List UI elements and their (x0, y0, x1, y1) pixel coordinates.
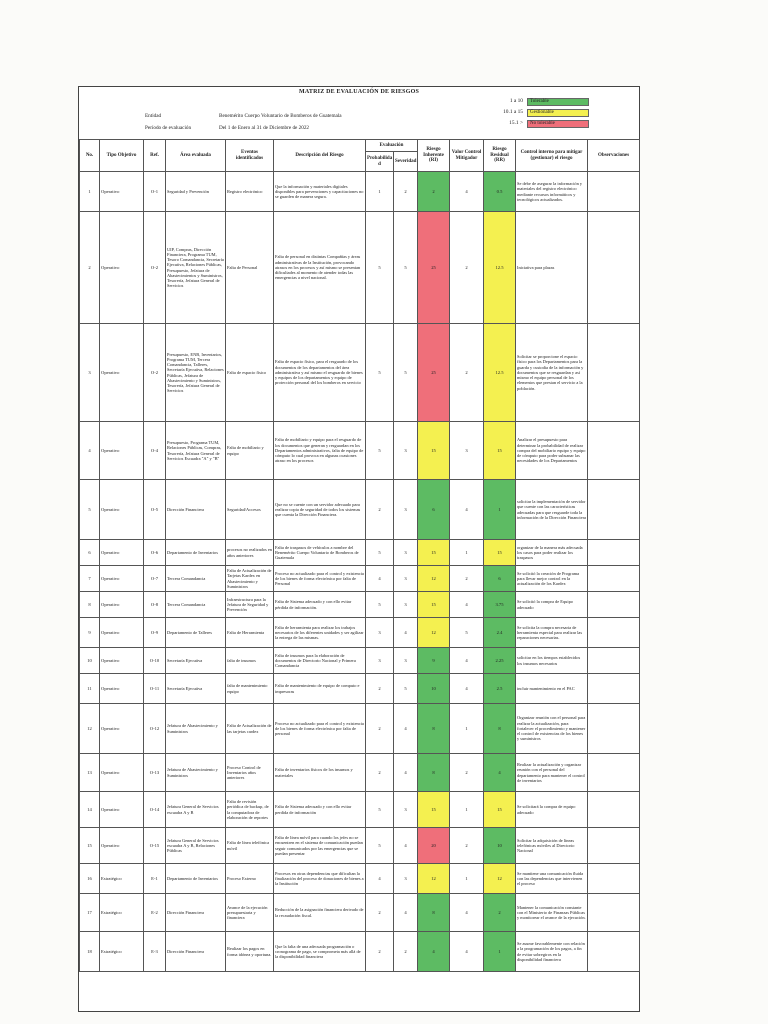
ref-code-cell: O-4 (144, 422, 166, 480)
control-interno-cell: Solicitar se proporcione el espacio físico para los Departamentos para la guarda y custodia de la información y documentos que se resguardan y así mismo el equipo personal de los elementos que prestan el servicio a la población. (516, 324, 588, 422)
risk-description-cell: Falta de Sistema adecuado y con ello evitar perdida de información (274, 792, 366, 828)
riesgo-inherente-cell: 8 (418, 704, 450, 754)
area-evaluada-cell: Jefatura de Abastecimiento y Suministros (166, 704, 226, 754)
valor-control-mitigador-cell: 1 (450, 864, 484, 894)
area-evaluada-cell: Departamento de Inventarios (166, 864, 226, 894)
ref-code-cell: O-13 (144, 754, 166, 792)
riesgo-inherente-cell: 4 (418, 932, 450, 972)
control-interno-cell: Solicitar la adquisición de líneas telefónicas móviles al Directorio Nacional (516, 828, 588, 864)
riesgo-inherente-cell: 15 (418, 592, 450, 618)
riesgo-residual-cell: 2 (484, 894, 516, 932)
header-area: Área evaluada (166, 140, 226, 172)
row-number-cell: 15 (80, 828, 100, 864)
control-interno-cell: organizar de la manera más adecuada los casos para poder realizar los traspasos (516, 540, 588, 566)
row-number-cell: 3 (80, 324, 100, 422)
legend-range: 15.1 > (509, 120, 523, 126)
observaciones-cell (588, 172, 640, 212)
observaciones-cell (588, 422, 640, 480)
tipo-objetivo-cell: Operativo (100, 172, 144, 212)
control-interno-cell: Realizar la actualización y organizar reunión con el personal del departamento para mantener el control de inventarios (516, 754, 588, 792)
header-ri: Riesgo Inherente (RI) (418, 140, 450, 172)
severidad-cell: 3 (394, 648, 418, 674)
eventos-identificados-cell: Infraestructura para la Jefatura de Seguridad y Prevención (226, 592, 274, 618)
valor-control-mitigador-cell: 2 (450, 754, 484, 792)
entity-value: Benemérito Cuerpo Voluntario de Bomberos de Guatemala (219, 113, 342, 119)
riesgo-inherente-cell: 9 (418, 648, 450, 674)
severidad-cell: 4 (394, 754, 418, 792)
period-value: Del 1 de Enero al 31 de Diciembre de 2022 (219, 125, 310, 131)
legend-label: Tolerable (527, 98, 589, 106)
risk-table (79, 139, 640, 972)
eventos-identificados-cell: Falta de mobiliario y equipo (226, 422, 274, 480)
row-number-cell: 14 (80, 792, 100, 828)
riesgo-residual-cell: 6 (484, 566, 516, 592)
tipo-objetivo-cell: Operativo (100, 828, 144, 864)
tipo-objetivo-cell: Operativo (100, 704, 144, 754)
riesgo-inherente-cell: 15 (418, 540, 450, 566)
area-evaluada-cell: Jefatura de Abastecimiento y Suministros (166, 754, 226, 792)
probabilidad-cell: 3 (366, 648, 394, 674)
riesgo-inherente-cell: 20 (418, 828, 450, 864)
header-no: No. (80, 140, 100, 172)
valor-control-mitigador-cell: 4 (450, 894, 484, 932)
severidad-cell: 3 (394, 422, 418, 480)
riesgo-residual-cell: 15 (484, 792, 516, 828)
severidad-cell: 3 (394, 592, 418, 618)
tipo-objetivo-cell: Operativo (100, 566, 144, 592)
observaciones-cell (588, 828, 640, 864)
tipo-objetivo-cell: Operativo (100, 792, 144, 828)
control-interno-cell: Se solicita la compra necesaria de herramienta especial para realizar las reparaciones necesarias. (516, 618, 588, 648)
observaciones-cell (588, 480, 640, 540)
legend-label: No tolerable (527, 120, 589, 128)
riesgo-residual-cell: 12.5 (484, 212, 516, 324)
row-number-cell: 4 (80, 422, 100, 480)
severidad-cell: 5 (394, 674, 418, 704)
valor-control-mitigador-cell: 5 (450, 618, 484, 648)
table-row (80, 212, 640, 324)
probabilidad-cell: 2 (366, 754, 394, 792)
risk-description-cell: Reducción de la asignación financiera derivado de la recaudación fiscal. (274, 894, 366, 932)
eventos-identificados-cell: Realizar los pagos en forma idónea y oportuna. (226, 932, 274, 972)
valor-control-mitigador-cell: 2 (450, 828, 484, 864)
risk-description-cell: Proceso no actualizado para el control y existencia de los bienes de forma electrónica por falta de personal (274, 704, 366, 754)
riesgo-inherente-cell: 25 (418, 324, 450, 422)
eventos-identificados-cell: Falta de Actualización de las tarjetas cardex (226, 704, 274, 754)
riesgo-inherente-cell: 12 (418, 618, 450, 648)
header-probabilidad: Probabilida d (366, 152, 394, 172)
riesgo-inherente-cell: 8 (418, 894, 450, 932)
tipo-objetivo-cell: Estratégico (100, 864, 144, 894)
table-row (80, 894, 640, 932)
control-interno-cell: Se solicitó la creación de Programa para llevar mejor control en la actualización de los Kardex (516, 566, 588, 592)
table-row (80, 540, 640, 566)
severidad-cell: 2 (394, 172, 418, 212)
table-row (80, 674, 640, 704)
severidad-cell: 3 (394, 864, 418, 894)
observaciones-cell (588, 864, 640, 894)
control-interno-cell: Se asume favorablemente con relación a la programación de los pagos, a fin de evitar sobregiros en la disponibilidad financiera (516, 932, 588, 972)
valor-control-mitigador-cell: 4 (450, 592, 484, 618)
area-evaluada-cell: Seguridad y Prevención (166, 172, 226, 212)
table-row (80, 704, 640, 754)
row-number-cell: 8 (80, 592, 100, 618)
observaciones-cell (588, 540, 640, 566)
row-number-cell: 17 (80, 894, 100, 932)
observaciones-cell (588, 932, 640, 972)
tipo-objetivo-cell: Operativo (100, 648, 144, 674)
riesgo-residual-cell: 3.75 (484, 592, 516, 618)
riesgo-residual-cell: 0.5 (484, 172, 516, 212)
row-number-cell: 11 (80, 674, 100, 704)
probabilidad-cell: 2 (366, 674, 394, 704)
ref-code-cell: O-5 (144, 480, 166, 540)
valor-control-mitigador-cell: 1 (450, 704, 484, 754)
observaciones-cell (588, 618, 640, 648)
row-number-cell: 9 (80, 618, 100, 648)
control-interno-cell: solicitar la implementación de servidor que cuente con las características adecuadas para que resguarde toda la información de la Dirección Financiera (516, 480, 588, 540)
tipo-objetivo-cell: Operativo (100, 324, 144, 422)
severidad-cell: 5 (394, 324, 418, 422)
row-number-cell: 2 (80, 212, 100, 324)
table-row (80, 864, 640, 894)
ref-code-cell: O-7 (144, 566, 166, 592)
area-evaluada-cell: Jefatura General de Servicios escuadra A y B (166, 792, 226, 828)
risk-description-cell: Que no se cuente con un servidor adecuado para realizar copia de seguridad de todos los sistemas que cuenta la Dirección Financiera. (274, 480, 366, 540)
ref-code-cell: O-8 (144, 592, 166, 618)
probabilidad-cell: 5 (366, 212, 394, 324)
area-evaluada-cell: Tercera Comandancia (166, 592, 226, 618)
header-severidad: Severidad (394, 152, 418, 172)
row-number-cell: 1 (80, 172, 100, 212)
probabilidad-cell: 2 (366, 704, 394, 754)
risk-description-cell: Que la información y materiales digitales disponibles para prevenciones y capacitaciones no se guarden de manera segura. (274, 172, 366, 212)
table-row (80, 792, 640, 828)
riesgo-residual-cell: 4 (484, 754, 516, 792)
tipo-objetivo-cell: Operativo (100, 618, 144, 648)
tipo-objetivo-cell: Operativo (100, 754, 144, 792)
control-interno-cell: Se mantiene una comunicación fluida con las dependencias que intervienen el proceso (516, 864, 588, 894)
table-row (80, 324, 640, 422)
observaciones-cell (588, 592, 640, 618)
tipo-objetivo-cell: Operativo (100, 212, 144, 324)
table-row (80, 618, 640, 648)
row-number-cell: 16 (80, 864, 100, 894)
riesgo-inherente-cell: 10 (418, 674, 450, 704)
risk-description-cell: Falta de mobiliario y equipo para el resguardo de los documentos que generan y resguardan en los Departamentos administrativos, falta de equipo de cómputo lo cual provoca en algunas ocasiones atraso en los procesos (274, 422, 366, 480)
probabilidad-cell: 2 (366, 932, 394, 972)
severidad-cell: 4 (394, 828, 418, 864)
row-number-cell: 5 (80, 480, 100, 540)
eventos-identificados-cell: falta de insumos (226, 648, 274, 674)
riesgo-residual-cell: 2.5 (484, 674, 516, 704)
valor-control-mitigador-cell: 4 (450, 674, 484, 704)
row-number-cell: 13 (80, 754, 100, 792)
risk-description-cell: Falta de inventarios físicos de los insumos y materiales (274, 754, 366, 792)
probabilidad-cell: 5 (366, 792, 394, 828)
riesgo-residual-cell: 2.4 (484, 618, 516, 648)
control-interno-cell: Se solicitó la compra de Equipo adecuado (516, 592, 588, 618)
area-evaluada-cell: Jefatura General de Servicios escuadra A y B, Relaciones Públicas (166, 828, 226, 864)
risk-description-cell: Falta de mantenimiento de equipo de computo e impresoras (274, 674, 366, 704)
area-evaluada-cell: UIP, Compras, Dirección Financiera, Programa TUM, Tesoro Comandancia, Secretaría Ejecutiva, Relaciones Públicas, Presupuesto, Jefatura de Abastecimientos y Suministros, Tesorería, Jefatura General de Servicios (166, 212, 226, 324)
area-evaluada-cell: Presupuesto, ENB, Inventarios, Programa TUM, Tercera Comandancia, Talleres, Secretaría Ejecutiva, Relaciones Públicas, Jefatura de Abastecimiento y Suministros, Tesorería, Jefatura General de Servicios (166, 324, 226, 422)
ref-code-cell: O-12 (144, 704, 166, 754)
severidad-cell: 5 (394, 212, 418, 324)
riesgo-inherente-cell: 15 (418, 422, 450, 480)
risk-description-cell: Falta de espacio físico, para el resguardo de los documentos de los departamentos del área administrativa y así mismo el resguardo de bienes y equipos de los departamentos y equipo de protección personal del los bomberos en servicio (274, 324, 366, 422)
observaciones-cell (588, 648, 640, 674)
eventos-identificados-cell: Falta de Herramienta (226, 618, 274, 648)
probabilidad-cell: 5 (366, 324, 394, 422)
riesgo-inherente-cell: 15 (418, 792, 450, 828)
severidad-cell: 3 (394, 566, 418, 592)
entity-label: Entidad (145, 113, 162, 119)
riesgo-inherente-cell: 12 (418, 864, 450, 894)
header-evaluacion: Evaluación (366, 140, 418, 152)
row-number-cell: 10 (80, 648, 100, 674)
eventos-identificados-cell: Falta de revisión periódica de backup, de la computadora de elaboración de reportes (226, 792, 274, 828)
risk-description-cell: Falta de herramienta para realizar los trabajos necesarios de los diferentes unidades y ser agilizar la entrega de las mismas. (274, 618, 366, 648)
ref-code-cell: O-11 (144, 674, 166, 704)
probabilidad-cell: 2 (366, 894, 394, 932)
severidad-cell: 2 (394, 932, 418, 972)
header-eventos: Eventos identificados (226, 140, 274, 172)
ref-code-cell: O-9 (144, 618, 166, 648)
probabilidad-cell: 5 (366, 592, 394, 618)
header-ref: Ref. (144, 140, 166, 172)
ref-code-cell: E-1 (144, 864, 166, 894)
severidad-cell: 3 (394, 540, 418, 566)
risk-description-cell: Falta de línea móvil para cuando los jefes no se encuentren en el sistema de comunicación puedan seguir comunicados por las emergencias que se puedan presentar (274, 828, 366, 864)
severidad-cell: 4 (394, 894, 418, 932)
severidad-cell: 3 (394, 792, 418, 828)
eventos-identificados-cell: procesos no realizados en años anteriores (226, 540, 274, 566)
probabilidad-cell: 3 (366, 618, 394, 648)
header-rr: Riesgo Residual (RR) (484, 140, 516, 172)
ref-code-cell: O-2 (144, 212, 166, 324)
probabilidad-cell: 2 (366, 480, 394, 540)
probabilidad-cell: 5 (366, 422, 394, 480)
valor-control-mitigador-cell: 3 (450, 422, 484, 480)
riesgo-residual-cell: 2.25 (484, 648, 516, 674)
observaciones-cell (588, 894, 640, 932)
eventos-identificados-cell: Falta de Actualización de Tarjetas Kardex en Abastecimiento y Suministros (226, 566, 274, 592)
valor-control-mitigador-cell: 2 (450, 212, 484, 324)
area-evaluada-cell: Departamento de Inventarios (166, 540, 226, 566)
valor-control-mitigador-cell: 1 (450, 540, 484, 566)
header-vcm: Valor Control Mitigador (450, 140, 484, 172)
eventos-identificados-cell: Registro electrónico (226, 172, 274, 212)
eventos-identificados-cell: Falta de Personal (226, 212, 274, 324)
header-observaciones: Observaciones (588, 140, 640, 172)
tipo-objetivo-cell: Operativo (100, 422, 144, 480)
valor-control-mitigador-cell: 2 (450, 566, 484, 592)
riesgo-residual-cell: 1 (484, 932, 516, 972)
period-label: Período de evaluación (145, 125, 192, 131)
ref-code-cell: O-2 (144, 324, 166, 422)
tipo-objetivo-cell: Estratégico (100, 894, 144, 932)
table-row (80, 932, 640, 972)
table-row (80, 566, 640, 592)
risk-description-cell: Procesos en otras dependencias que dificultan la finalización del proceso de donaciones de bienes a la Institución (274, 864, 366, 894)
ref-code-cell: O-1 (144, 172, 166, 212)
risk-description-cell: Que la falta de una adecuada programación o cronograma de pago, se comprometa más allá de la disponibilidad financiera (274, 932, 366, 972)
risk-table-body (80, 172, 640, 972)
eventos-identificados-cell: Seguridad/Accesos (226, 480, 274, 540)
control-interno-cell: Organizar reunión con el personal para realizar la actualización, para fortalecer el procedimiento y mantener el control de existencias de los bienes y suministros (516, 704, 588, 754)
control-interno-cell: incluir mantenimiento en el PAC (516, 674, 588, 704)
control-interno-cell: Mantener la comunicación constante con el Ministerio de Finanzas Públicas y monitorear el avance de la ejecución. (516, 894, 588, 932)
eventos-identificados-cell: Proceso Control de Inventarios años anteriores (226, 754, 274, 792)
table-row (80, 480, 640, 540)
ref-code-cell: O-14 (144, 792, 166, 828)
control-interno-cell: solicitar en los tiempos establecidos los insumos necesarios (516, 648, 588, 674)
table-row (80, 754, 640, 792)
probabilidad-cell: 5 (366, 540, 394, 566)
tipo-objetivo-cell: Estratégico (100, 932, 144, 972)
area-evaluada-cell: Secretaría Ejecutiva (166, 674, 226, 704)
risk-description-cell: Falta de traspasos de vehículos a nombre del Benemérito Cuerpo Voluntario de Bomberos de Guatemala (274, 540, 366, 566)
control-interno-cell: Analizar el presupuesto para determinar la probabilidad de realizar compra del mobiliario equipo y equipo de cómputo para poder subsanar las necesidades de los Departamentos (516, 422, 588, 480)
control-interno-cell: Iniciativa para plazas (516, 212, 588, 324)
tipo-objetivo-cell: Operativo (100, 540, 144, 566)
legend-range: 1 a 10 (509, 98, 523, 104)
risk-description-cell: Falta de insumos para la elaboración de documentos de Directorio Nacional y Primera Comandancia (274, 648, 366, 674)
risk-matrix-sheet (78, 86, 640, 1012)
riesgo-residual-cell: 15 (484, 422, 516, 480)
observaciones-cell (588, 792, 640, 828)
eventos-identificados-cell: falta de mantenimiento equipo (226, 674, 274, 704)
tipo-objetivo-cell: Operativo (100, 674, 144, 704)
area-evaluada-cell: Departamento de Talleres (166, 618, 226, 648)
row-number-cell: 18 (80, 932, 100, 972)
tipo-objetivo-cell: Operativo (100, 480, 144, 540)
area-evaluada-cell: Dirección Financiera (166, 894, 226, 932)
eventos-identificados-cell: Proceso Externo (226, 864, 274, 894)
eventos-identificados-cell: Avance de la ejecución presupuestaria y financiera (226, 894, 274, 932)
probabilidad-cell: 4 (366, 864, 394, 894)
valor-control-mitigador-cell: 4 (450, 172, 484, 212)
area-evaluada-cell: Tercera Comandancia (166, 566, 226, 592)
area-evaluada-cell: Dirección Financiera (166, 932, 226, 972)
table-row (80, 648, 640, 674)
row-number-cell: 6 (80, 540, 100, 566)
riesgo-inherente-cell: 25 (418, 212, 450, 324)
probabilidad-cell: 4 (366, 566, 394, 592)
ref-code-cell: E-3 (144, 932, 166, 972)
table-row (80, 592, 640, 618)
area-evaluada-cell: Dirección Financiera (166, 480, 226, 540)
riesgo-residual-cell: 12.5 (484, 324, 516, 422)
ref-code-cell: O-15 (144, 828, 166, 864)
observaciones-cell (588, 704, 640, 754)
riesgo-inherente-cell: 8 (418, 754, 450, 792)
riesgo-residual-cell: 1 (484, 480, 516, 540)
table-row (80, 422, 640, 480)
valor-control-mitigador-cell: 4 (450, 648, 484, 674)
eventos-identificados-cell: Falta de línea telefónica móvil (226, 828, 274, 864)
valor-control-mitigador-cell: 1 (450, 792, 484, 828)
riesgo-inherente-cell: 6 (418, 480, 450, 540)
document-title: MATRIZ DE EVALUACIÓN DE RIESGOS (298, 89, 419, 95)
control-interno-cell: Se solicitará la compra de equipo adecuado (516, 792, 588, 828)
observaciones-cell (588, 212, 640, 324)
severidad-cell: 4 (394, 704, 418, 754)
riesgo-inherente-cell: 2 (418, 172, 450, 212)
header-control: Control interno para mitigar (gestionar) el riesgo (516, 140, 588, 172)
riesgo-residual-cell: 8 (484, 704, 516, 754)
ref-code-cell: O-6 (144, 540, 166, 566)
ref-code-cell: E-2 (144, 894, 166, 932)
riesgo-inherente-cell: 12 (418, 566, 450, 592)
area-evaluada-cell: Presupuesto, Programa TUM, Relaciones Públicas, Compras, Tesorería, Jefatura General de Servicios Escuadra "A" y "B" (166, 422, 226, 480)
row-number-cell: 7 (80, 566, 100, 592)
header-descripcion: Descripción del Riesgo (274, 140, 366, 172)
valor-control-mitigador-cell: 4 (450, 480, 484, 540)
severidad-cell: 4 (394, 618, 418, 648)
area-evaluada-cell: Secretaría Ejecutiva (166, 648, 226, 674)
observaciones-cell (588, 566, 640, 592)
legend-label: Gestionable (527, 109, 589, 117)
header-tipo: Tipo Objetivo (100, 140, 144, 172)
severidad-cell: 3 (394, 480, 418, 540)
table-row (80, 172, 640, 212)
riesgo-residual-cell: 15 (484, 540, 516, 566)
riesgo-residual-cell: 12 (484, 864, 516, 894)
probabilidad-cell: 1 (366, 172, 394, 212)
riesgo-residual-cell: 10 (484, 828, 516, 864)
legend-range: 10.1 a 15 (503, 109, 523, 115)
valor-control-mitigador-cell: 4 (450, 932, 484, 972)
eventos-identificados-cell: Falta de espacio físico (226, 324, 274, 422)
observaciones-cell (588, 674, 640, 704)
valor-control-mitigador-cell: 2 (450, 324, 484, 422)
risk-description-cell: Falta de personal en distintas Compañías y áreas administrativas de la Institución, provocando atrasos en los procesos y así mismo se presentan dificultades al momento de atender todas las emergencias a nivel nacional. (274, 212, 366, 324)
observaciones-cell (588, 754, 640, 792)
probabilidad-cell: 5 (366, 828, 394, 864)
risk-description-cell: Proceso no actualizado para el control y existencia de los bienes de forma electrónica por falta de Personal (274, 566, 366, 592)
ref-code-cell: O-10 (144, 648, 166, 674)
risk-description-cell: Falta de Sistema adecuado y con ello evitar pérdida de información. (274, 592, 366, 618)
row-number-cell: 12 (80, 704, 100, 754)
table-row (80, 828, 640, 864)
observaciones-cell (588, 324, 640, 422)
control-interno-cell: Se debe de asegurar la información y materiales del registro electrónico mediante recursos informáticos y tecnológicos actualizados. (516, 172, 588, 212)
tipo-objetivo-cell: Operativo (100, 592, 144, 618)
